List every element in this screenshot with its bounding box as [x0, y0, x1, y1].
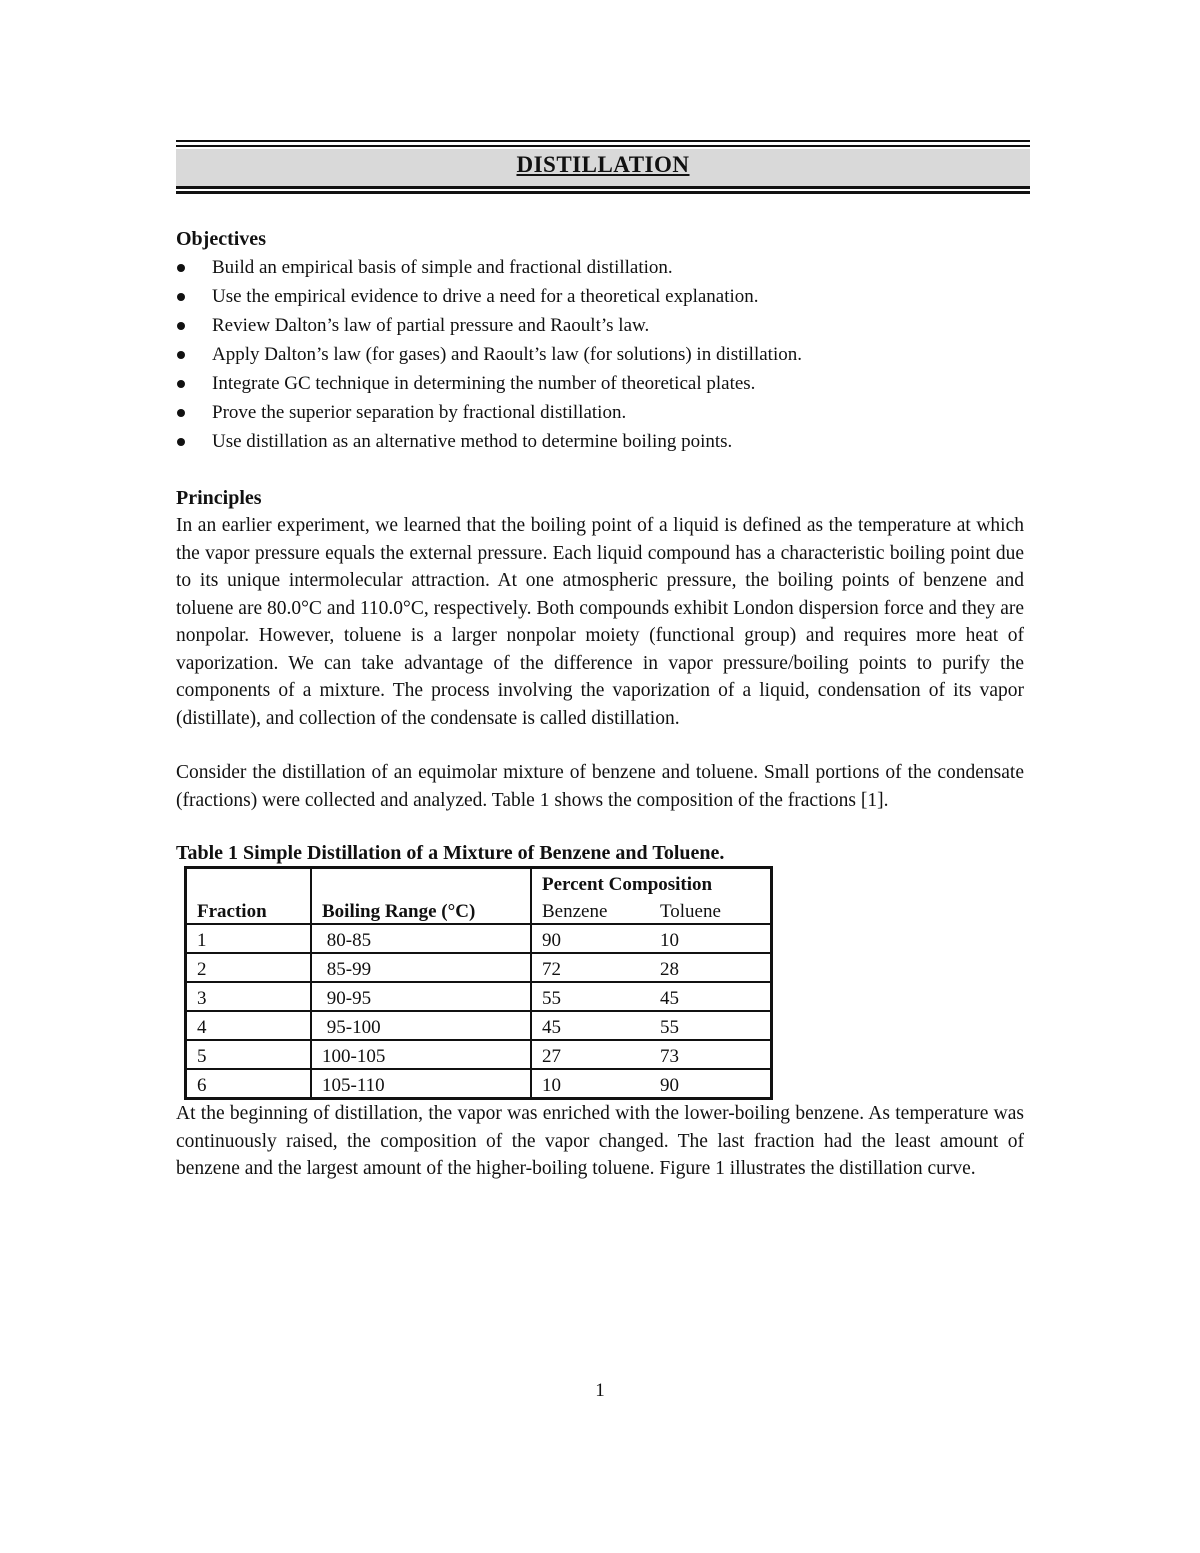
- cell-toluene: 73: [660, 1046, 679, 1067]
- cell-range-text: 105-110: [322, 1075, 385, 1096]
- cell-toluene: 90: [660, 1075, 679, 1096]
- cell-composition: [531, 1069, 772, 1099]
- header-boiling-range: Boiling Range (°C): [311, 896, 531, 924]
- list-item: [176, 427, 1024, 456]
- header-cell: [186, 868, 312, 897]
- table-row: [186, 1011, 772, 1040]
- closing-paragraph: At the beginning of distillation, the vapor was enriched with the lower-boiling benzene. As temperature was continuously raised, the composition of the vapor changed. The last fraction had the least amount of benzene and the largest amount of the higher-boiling toluene. Figure 1 illustrates the distillation curve.: [176, 1103, 1024, 1179]
- cell-range-text: 80-85: [326, 930, 372, 951]
- bullet-icon: [177, 322, 185, 330]
- cell-fraction: 4: [186, 1011, 312, 1040]
- list-item-text: Use distillation as an alternative method to determine boiling points.: [212, 431, 733, 452]
- cell-range: [311, 1069, 531, 1099]
- cell-fraction: 6: [186, 1069, 312, 1099]
- header-benzene: Benzene: [542, 901, 608, 922]
- list-item-text: Apply Dalton’s law (for gases) and Raoult’s law (for solutions) in distillation.: [212, 344, 802, 365]
- table-row: [186, 953, 772, 982]
- list-item: [176, 311, 1024, 340]
- list-item-text: Review Dalton’s law of partial pressure and Raoult’s law.: [212, 315, 650, 336]
- cell-fraction: 5: [186, 1040, 312, 1069]
- list-item-text: Prove the superior separation by fractional distillation.: [212, 402, 627, 423]
- table-row: [186, 1040, 772, 1069]
- title-box: [176, 140, 1030, 194]
- table-row: [186, 924, 772, 953]
- cell-range: [311, 1040, 531, 1069]
- cell-composition: [531, 982, 772, 1011]
- list-item: [176, 398, 1024, 427]
- top-rule-2: [176, 145, 1030, 147]
- cell-benzene: 72: [542, 959, 561, 980]
- list-item-text: Integrate GC technique in determining the number of theoretical plates.: [212, 373, 756, 394]
- cell-range-text: 85-99: [326, 959, 372, 980]
- header-percent-composition: Percent Composition: [531, 868, 772, 897]
- cell-range-text: 90-95: [326, 988, 372, 1009]
- cell-fraction: 1: [186, 924, 312, 953]
- cell-toluene: 55: [660, 1017, 679, 1038]
- table-row: [186, 1069, 772, 1099]
- table-row: [186, 982, 772, 1011]
- table-header-row: [186, 896, 772, 924]
- cell-benzene: 55: [542, 988, 561, 1009]
- bottom-rule-2: [176, 191, 1030, 194]
- cell-range-text: 100-105: [322, 1046, 386, 1067]
- principles-section: [176, 484, 1024, 814]
- cell-toluene: 28: [660, 959, 679, 980]
- list-item-text: Build an empirical basis of simple and fractional distillation.: [212, 257, 673, 278]
- cell-range: [311, 924, 531, 953]
- cell-benzene: 90: [542, 930, 561, 951]
- table-caption: Table 1 Simple Distillation of a Mixture of Benzene and Toluene.: [176, 842, 725, 864]
- header-toluene: Toluene: [660, 901, 721, 922]
- top-rule-1: [176, 140, 1030, 142]
- objectives-list: [176, 253, 1024, 456]
- cell-fraction: 2: [186, 953, 312, 982]
- cell-toluene: 45: [660, 988, 679, 1009]
- bullet-icon: [177, 264, 185, 272]
- bullet-icon: [177, 409, 185, 417]
- header-components: [531, 896, 772, 924]
- bottom-rule-1: [176, 186, 1030, 189]
- principles-paragraph-2: Consider the distillation of an equimolar mixture of benzene and toluene. Small portions of the condensate (fractions) were collected and analyzed. Table 1 shows the composition of the fractions [1].: [176, 762, 1024, 811]
- cell-range-text: 95-100: [326, 1017, 381, 1038]
- principles-heading: Principles: [176, 487, 262, 509]
- cell-benzene: 45: [542, 1017, 561, 1038]
- cell-fraction: 3: [186, 982, 312, 1011]
- page-number: 1: [595, 1380, 605, 1401]
- table-header-row: [186, 868, 772, 897]
- list-item-text: Use the empirical evidence to drive a need for a theoretical explanation.: [212, 286, 759, 307]
- bullet-icon: [177, 438, 185, 446]
- header-fraction: Fraction: [186, 896, 312, 924]
- distillation-table: [184, 866, 773, 1100]
- cell-composition: [531, 1011, 772, 1040]
- principles-paragraph-1: In an earlier experiment, we learned that the boiling point of a liquid is defined as the temperature at which the vapor pressure equals the external pressure. Each liquid compound has a characteristic boiling point due to its unique intermolecular attraction. At one atmospheric pressure, the boiling points of benzene and toluene are 80.0°C and 110.0°C, respectively. Both compounds exhibit London dispersion force and they are nonpolar. However, toluene is a larger nonpolar moiety (functional group) and requires more heat of vaporization. We can take advantage of the difference in vapor pressure/boiling points to purify the components of a mixture. The process involving the vaporization of a liquid, condensation of its vapor (distillate), and collection of the condensate is called distillation.: [176, 515, 1024, 729]
- bullet-icon: [177, 293, 185, 301]
- list-item: [176, 340, 1024, 369]
- cell-composition: [531, 953, 772, 982]
- list-item: [176, 253, 1024, 282]
- objectives-heading: Objectives: [176, 228, 266, 250]
- bullet-icon: [177, 380, 185, 388]
- header-cell: [311, 868, 531, 897]
- list-item: [176, 369, 1024, 398]
- list-item: [176, 282, 1024, 311]
- cell-range: [311, 982, 531, 1011]
- cell-benzene: 27: [542, 1046, 561, 1067]
- page-title: DISTILLATION: [516, 152, 690, 177]
- cell-range: [311, 1011, 531, 1040]
- bullet-icon: [177, 351, 185, 359]
- cell-benzene: 10: [542, 1075, 561, 1096]
- cell-toluene: 10: [660, 930, 679, 951]
- objectives-section: [176, 225, 1024, 456]
- document-page: [176, 140, 1024, 1183]
- cell-composition: [531, 924, 772, 953]
- cell-composition: [531, 1040, 772, 1069]
- cell-range: [311, 953, 531, 982]
